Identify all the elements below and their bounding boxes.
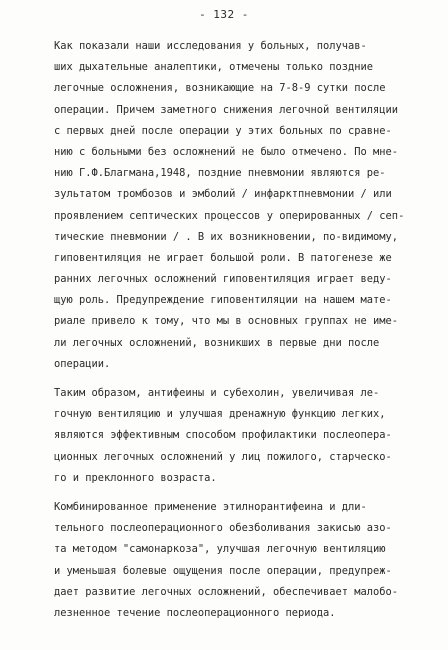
text-line: гиповентиляция не играет большой роли. В патогенезе же [54,251,392,264]
paragraph-3 [54,497,424,624]
text-line: лезненное течение послеоперационного периода. [54,606,336,619]
text-line: легочные осложнения, возникающие на 7-8-9 сутки после [54,82,386,95]
paragraph-2 [54,383,424,489]
text-line: ших дыхательные аналептики, отмечены только поздние [54,61,374,74]
text-line: ли легочных осложнений, возникших в первые дни после [54,336,380,349]
text-line: дает развитие легочных осложнений, обеспечивает малобо- [54,585,399,598]
text-line: та методом "самонаркоза", улучшая легочную вентиляцию [54,543,386,556]
body-text [54,36,424,624]
text-line: ранних легочных осложнений гиповентиляция играет веду- [54,273,392,286]
text-line: тельного послеоперационного обезболивания закисью азо- [54,522,392,535]
text-line: риале привело к тому, что мы в основных группах не име- [54,315,399,328]
text-line: и уменьшая болевые ощущения после операции, предупреж- [54,564,392,577]
text-line: нию Г.Ф.Благмана,1948, поздние пневмонии являются ре- [54,167,386,180]
text-line: тические пневмонии / . В их возникновении, по-видимому, [54,230,399,243]
text-line: Как показали наши исследования у больных, получав- [54,40,367,52]
text-line: Таким образом, антифеины и субехолин, увеличивая ле- [54,387,380,399]
text-line: проявлением септических процессов у оперированных / сеп- [54,209,405,222]
text-line: нию с больными без осложнений не было отмечено. По мне- [54,145,399,158]
text-line: го и преклонного возраста. [54,471,217,484]
text-line: зультатом тромбозов и эмболий / инфарктпневмонии / или [54,188,392,201]
text-line: операции. [54,357,111,370]
text-line: гочную вентиляцию и улучшая дренажную функцию легких, [54,408,386,421]
text-line: ционных легочных осложнений у лиц пожилого, старческо- [54,450,392,463]
paragraph-1 [54,36,424,375]
text-line: Комбинированное применение этилнорантифеина и дли- [54,500,367,513]
text-line: щую роль. Предупреждение гиповентиляции на нашем мате- [54,294,392,307]
text-line: являются эффективным способом профилактики послеопера- [54,429,392,442]
text-line: с первых дней после операции у этих больных по сравне- [54,124,392,137]
page-number: - 132 - [199,8,249,21]
text-line: операции. Причем заметного снижения легочной вентиляции [54,103,399,116]
